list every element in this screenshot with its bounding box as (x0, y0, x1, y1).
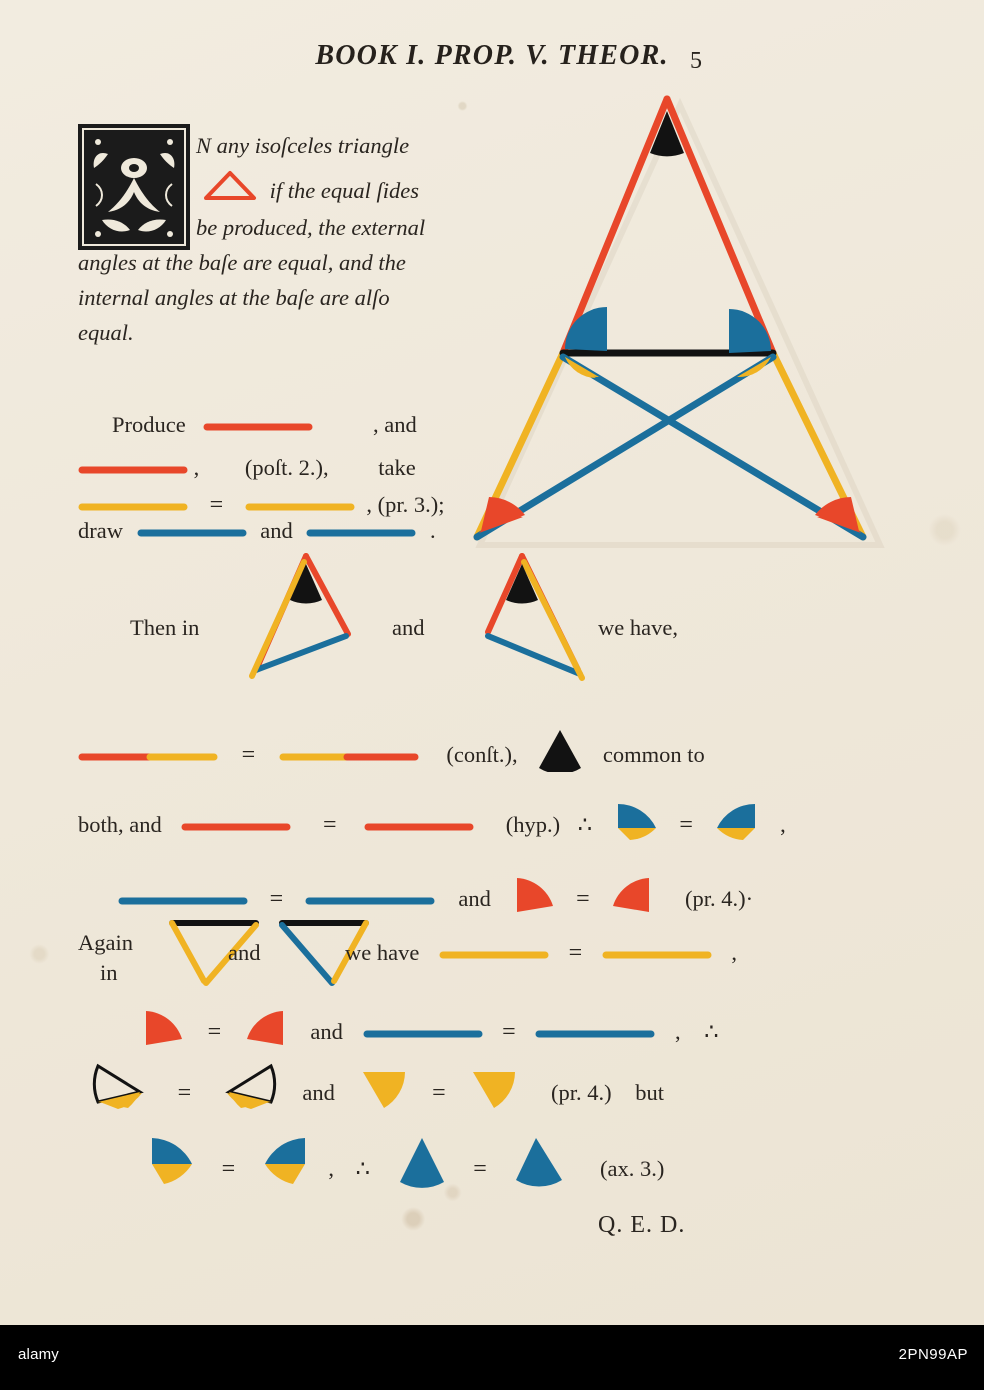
equals-sign: = (177, 1080, 192, 1106)
sub-triangle-right (478, 548, 608, 698)
equals-sign: = (679, 812, 693, 838)
stock-photo-footer (0, 1325, 984, 1390)
page-title: BOOK I. PROP. V. THEOR. (315, 40, 669, 71)
proof-line-9-tail (345, 940, 737, 967)
equals-sign: = (207, 1019, 222, 1045)
red-segment (203, 420, 313, 434)
comma-5: , (328, 1156, 335, 1181)
therefore-symbol-2: ∴ (704, 1019, 719, 1044)
comma-1: , (193, 455, 200, 480)
intro-line-5: internal angles at the baſe are alſo (78, 285, 390, 310)
blue-segment (118, 894, 248, 908)
proof-line-12 (142, 1132, 664, 1194)
and-label-5: and (228, 940, 261, 965)
proposition-ref-3: , (pr. 3.); (366, 492, 445, 517)
red-triangle-icon (202, 169, 258, 201)
blue-segment (535, 1027, 655, 1041)
in-label: in (100, 960, 118, 985)
page-number: 5 (690, 48, 702, 74)
main-figure-isosceles-triangle (455, 85, 925, 565)
postulate-ref: (poſt. 2.), (244, 455, 329, 480)
proof-line-3 (78, 492, 445, 519)
proof-line-8 (118, 872, 753, 916)
blue-segment (306, 526, 416, 540)
page-header (0, 40, 984, 72)
const-ref: (conſt.), (446, 742, 518, 767)
footer-image-id: 2PN99AP (898, 1346, 968, 1363)
black-angle-wedge (533, 728, 587, 772)
but-label: but (635, 1080, 664, 1105)
red-angle-wedge (607, 872, 657, 916)
pr4-ref-2: (pr. 4.) (550, 1080, 612, 1105)
equals-sign: = (221, 1156, 236, 1182)
red-angle-wedge (509, 872, 559, 916)
and-label-7: and (302, 1080, 335, 1105)
draw-label: draw (78, 518, 123, 543)
equals-sign: = (209, 492, 224, 518)
period-1: . (429, 518, 436, 543)
blue-segment (305, 894, 435, 908)
red-angle-wedge (241, 1005, 291, 1049)
red-yellow-compound-segment (78, 750, 218, 764)
again-in-label (78, 928, 133, 988)
comma-2: , (780, 812, 786, 837)
we-have-label-1: we have, (598, 615, 678, 640)
common-to-label: common to (602, 742, 705, 767)
equals-sign: = (502, 1019, 516, 1045)
blue-yellow-angle-wedge (142, 1132, 198, 1194)
and-label-6: and (310, 1019, 343, 1044)
intro-line-4: angles at the baſe are equal, and the (78, 250, 406, 275)
sub-triangle-left (238, 548, 368, 698)
again-label: Again (78, 930, 133, 955)
proof-line-6 (78, 728, 705, 772)
proof-line-4 (78, 518, 436, 544)
blue-yellow-angle-wedge (259, 1132, 315, 1194)
proof-line-1 (112, 412, 417, 438)
intro-line-2: if the equal ſides (269, 178, 419, 203)
equals-sign: = (568, 940, 583, 966)
equals-sign: = (269, 886, 284, 912)
yellow-angle-wedge (467, 1066, 521, 1112)
and-label-3-wrap (392, 615, 425, 641)
comma-4: , (674, 1019, 681, 1044)
red-segment (78, 463, 188, 477)
both-and-label: both, and (78, 812, 162, 837)
take-label: take (378, 455, 416, 480)
proof-line-2 (78, 455, 416, 481)
equals-sign: = (323, 812, 337, 838)
comma-3: , (731, 940, 738, 965)
blue-angle-wedge (392, 1134, 452, 1190)
equals-sign: = (576, 886, 590, 912)
yellow-segment (78, 500, 188, 514)
proof-line-10 (138, 1005, 719, 1049)
yellow-segment (245, 500, 355, 514)
and-label-5-wrap (228, 940, 261, 966)
blue-angle-wedge (508, 1134, 568, 1190)
qed-label: Q. E. D. (598, 1212, 686, 1238)
proof-line-11 (88, 1062, 664, 1112)
yellow-segment (602, 948, 712, 962)
intro-line-6: equal. (78, 320, 134, 345)
blue-yellow-angle-wedge (610, 798, 662, 844)
yellow-segment (439, 948, 549, 962)
we-have-label-2: we have (345, 940, 420, 965)
and-label-3: and (392, 615, 425, 640)
intro-line-1: N any isoſceles triangle (196, 133, 410, 158)
ax3-ref: (ax. 3.) (600, 1156, 665, 1181)
and-label-2: and (260, 518, 293, 543)
produce-label: Produce (112, 412, 186, 437)
blue-segment (137, 526, 247, 540)
equals-sign: = (432, 1080, 446, 1106)
red-segment (181, 820, 291, 834)
pr4-ref-1: (pr. 4.)· (684, 886, 754, 911)
blue-yellow-angle-wedge (711, 798, 763, 844)
footer-credit: alamy (18, 1346, 60, 1363)
equals-sign: = (241, 742, 256, 768)
we-have-label-1-wrap (598, 615, 678, 641)
and-label-1: , and (372, 412, 417, 437)
yellow-angle-wedge (357, 1066, 411, 1112)
therefore-symbol-1: ∴ (577, 812, 593, 837)
equals-sign: = (473, 1156, 487, 1182)
proof-line-7 (78, 798, 786, 844)
red-angle-wedge (138, 1005, 188, 1049)
hyp-ref: (hyp.) (505, 812, 561, 837)
proposition-statement (78, 128, 468, 350)
then-in-label: Then in (130, 615, 200, 640)
blue-segment (363, 1027, 483, 1041)
therefore-symbol-3: ∴ (355, 1156, 370, 1181)
red-segment (364, 820, 474, 834)
outlined-yellow-angle-wedge (215, 1062, 281, 1112)
proof-line-5-then-in (130, 615, 199, 641)
outlined-yellow-angle-wedge (88, 1062, 154, 1112)
and-label-4: and (458, 886, 491, 911)
intro-line-3: be produced, the external (196, 215, 426, 240)
red-yellow-compound-segment (279, 750, 419, 764)
